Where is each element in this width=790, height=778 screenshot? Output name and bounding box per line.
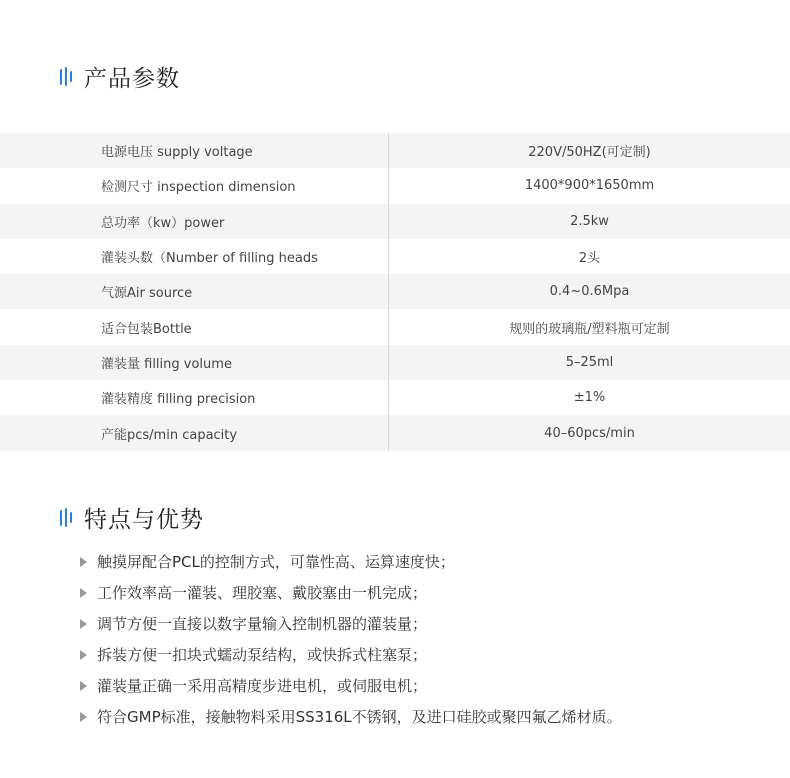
feature-text: 符合GMP标准，接触物料采用SS316L不锈钢，及进口硅胶或聚四氟乙烯材质。 <box>97 708 622 726</box>
triangle-right-icon <box>80 712 87 722</box>
features-title-text: 特点与优势 <box>84 507 204 533</box>
triangle-right-icon <box>80 557 87 567</box>
param-label: 气源Air source <box>0 274 388 309</box>
feature-text: 调节方便一直接以数字量输入控制机器的灌装量； <box>97 615 428 633</box>
triangle-right-icon <box>80 619 87 629</box>
param-label: 总功率（kw）power <box>0 204 388 239</box>
features-list <box>80 546 622 732</box>
params-table <box>0 133 790 451</box>
param-label: 产能pcs/min capacity <box>0 415 388 450</box>
param-value: ±1% <box>389 380 790 415</box>
param-value: 2.5kw <box>389 204 790 239</box>
param-value: 2头 <box>389 239 790 274</box>
triangle-right-icon <box>80 650 87 660</box>
feature-item <box>80 608 622 639</box>
param-row <box>0 380 790 415</box>
vertical-bars-icon <box>60 67 72 87</box>
feature-text: 拆装方便一扣块式蠕动泵结构，或快拆式柱塞泵； <box>97 646 428 664</box>
param-row <box>0 204 790 239</box>
triangle-right-icon <box>80 588 87 598</box>
param-value: 0.4~0.6Mpa <box>389 274 790 309</box>
feature-text: 工作效率高一灌装、理胶塞、戴胶塞由一机完成； <box>97 584 428 602</box>
param-value: 5–25ml <box>389 345 790 380</box>
triangle-right-icon <box>80 681 87 691</box>
params-title-text: 产品参数 <box>84 66 180 92</box>
params-section-title <box>60 60 180 93</box>
feature-item <box>80 670 622 701</box>
param-row <box>0 168 790 203</box>
feature-text: 灌装量正确一采用高精度步进电机，或伺服电机； <box>97 677 428 695</box>
param-row <box>0 239 790 274</box>
param-label: 灌装头数（Number of filling heads <box>0 239 388 274</box>
param-label: 灌装量 filling volume <box>0 345 388 380</box>
vertical-bars-icon <box>60 508 72 528</box>
param-label: 电源电压 supply voltage <box>0 133 388 168</box>
param-label: 检测尺寸 inspection dimension <box>0 168 388 203</box>
param-value: 规则的玻璃瓶/塑料瓶可定制 <box>389 309 790 344</box>
param-row <box>0 274 790 309</box>
param-label: 适合包装Bottle <box>0 309 388 344</box>
param-row <box>0 309 790 344</box>
feature-item <box>80 639 622 670</box>
param-value: 220V/50HZ(可定制) <box>389 133 790 168</box>
feature-text: 触摸屏配合PCL的控制方式，可靠性高、运算速度快； <box>97 553 455 571</box>
features-section-title <box>60 501 204 534</box>
param-row <box>0 345 790 380</box>
param-row <box>0 133 790 168</box>
param-value: 40–60pcs/min <box>389 415 790 450</box>
param-label: 灌装精度 filling precision <box>0 380 388 415</box>
param-value: 1400*900*1650mm <box>389 168 790 203</box>
feature-item <box>80 701 622 732</box>
feature-item <box>80 577 622 608</box>
feature-item <box>80 546 622 577</box>
param-row <box>0 415 790 450</box>
